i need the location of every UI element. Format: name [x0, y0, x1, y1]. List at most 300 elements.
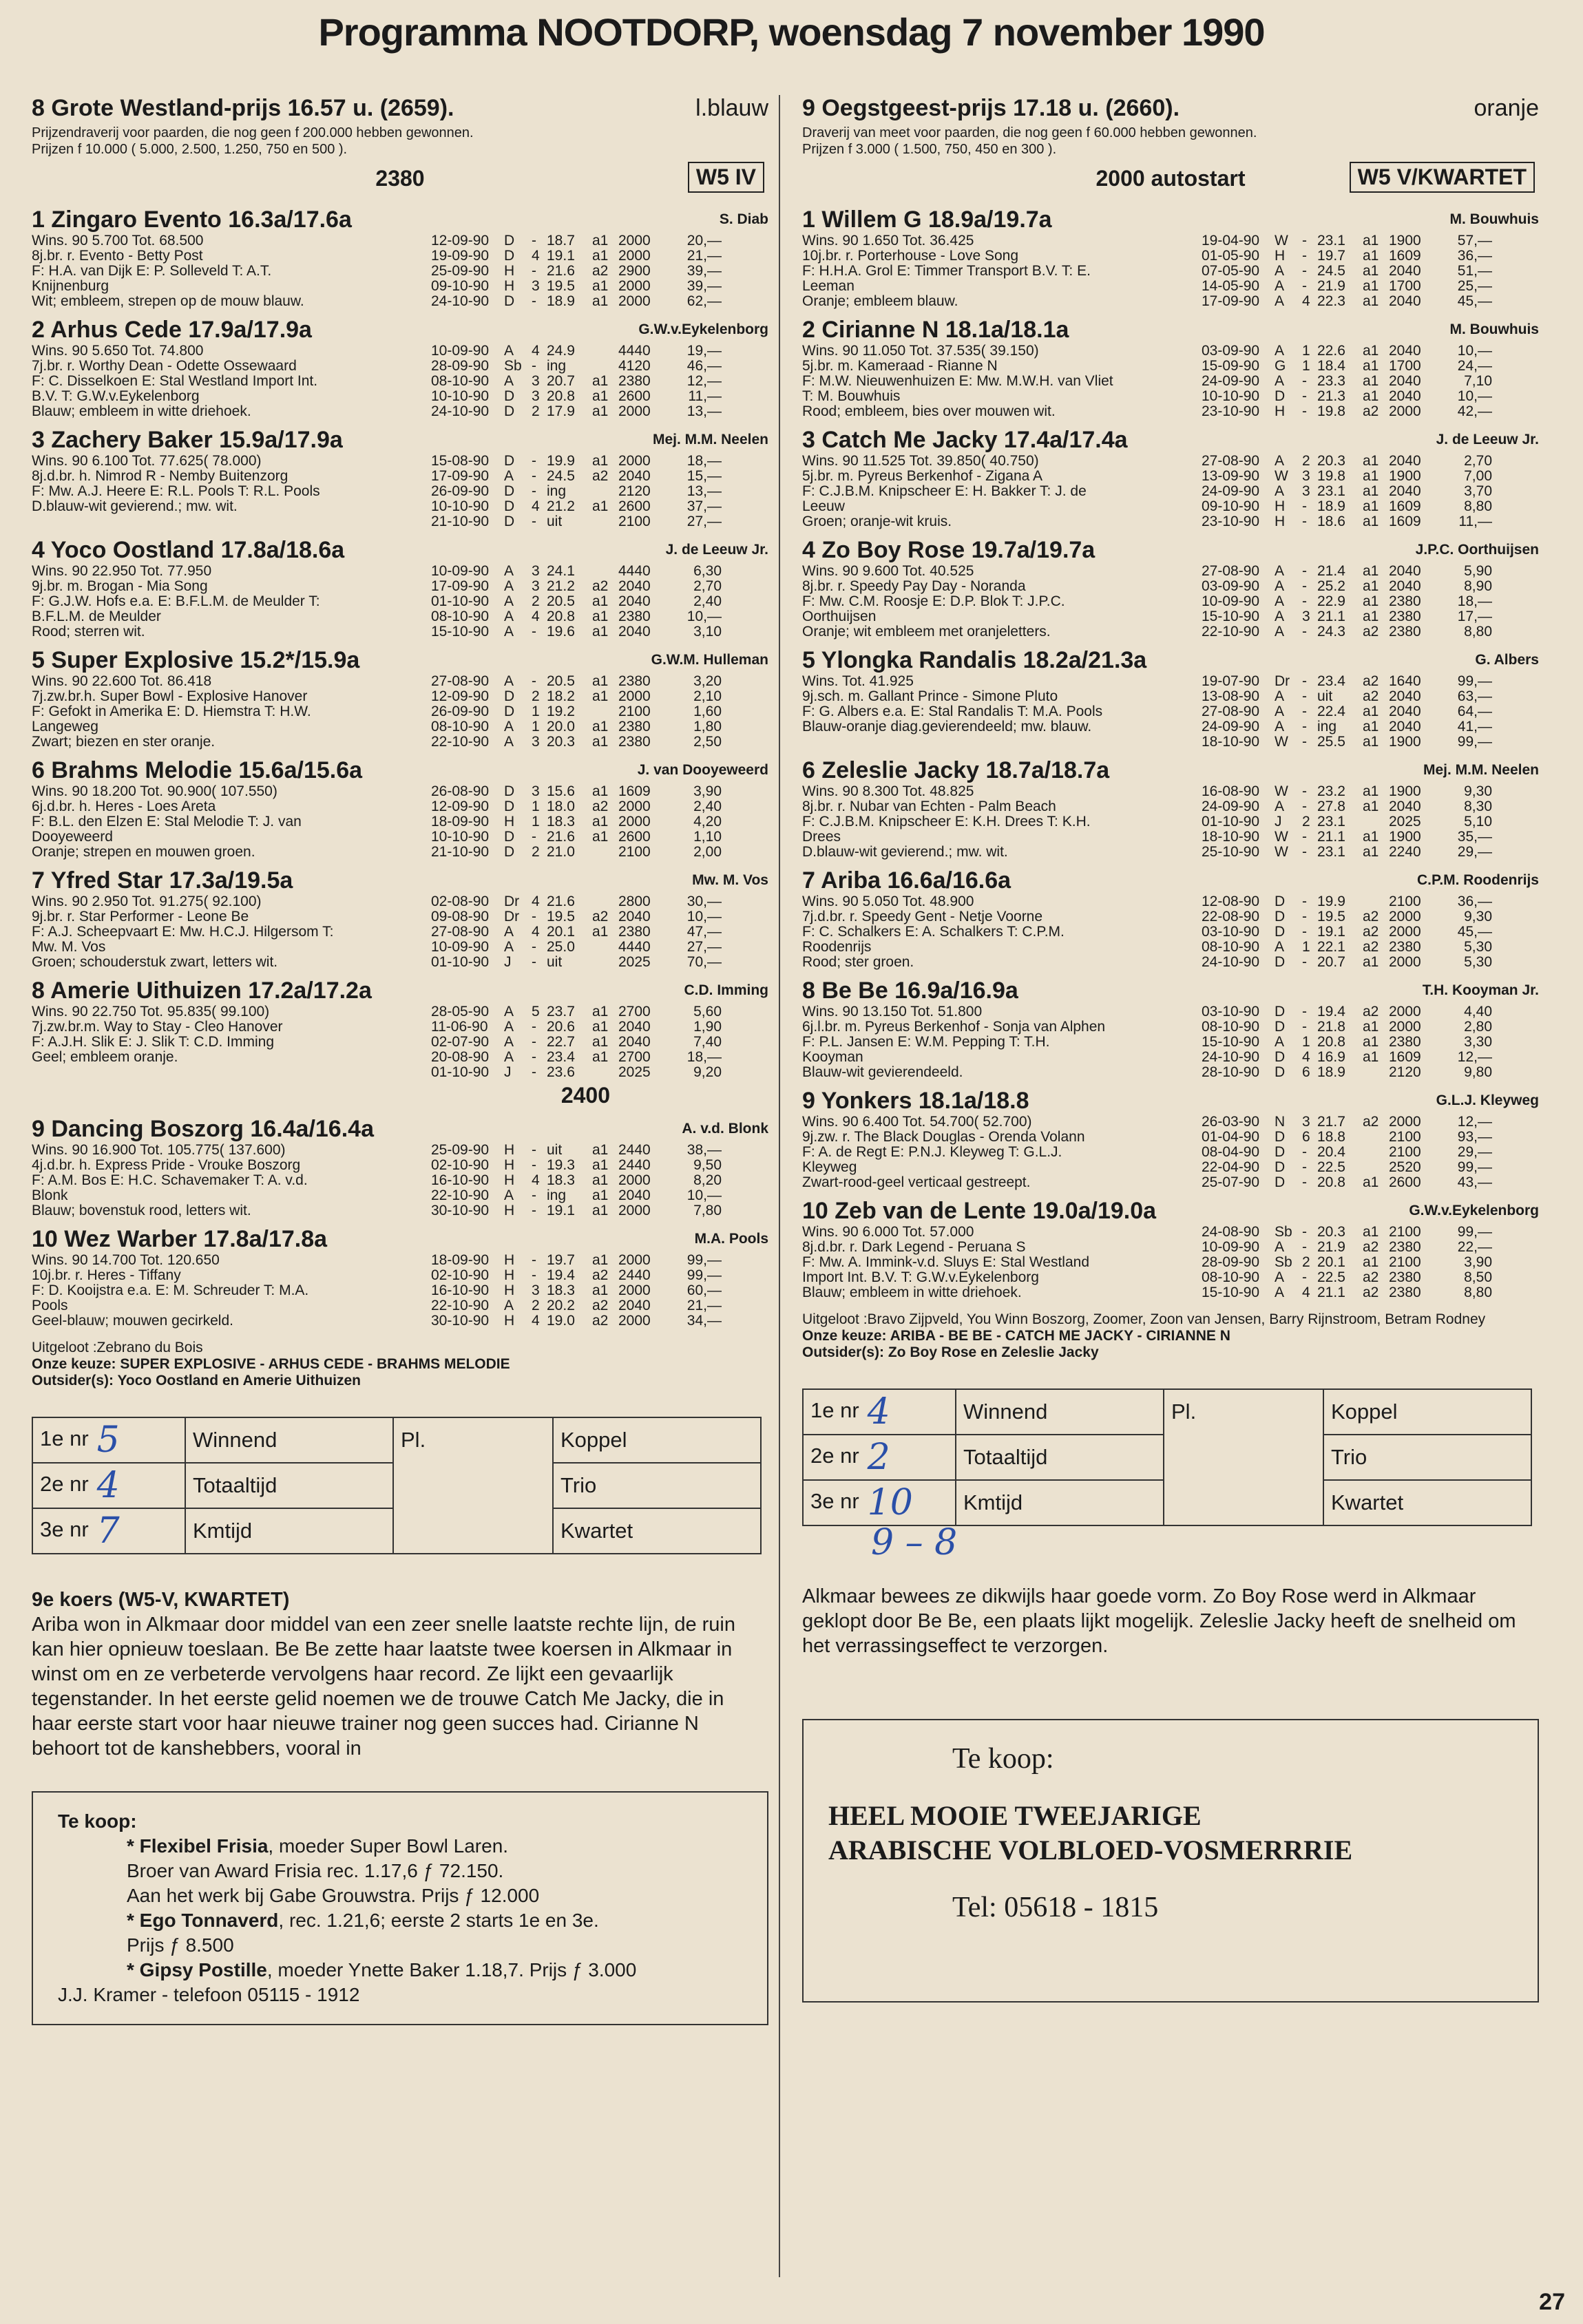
result-cell: 99,—: [1457, 734, 1492, 750]
result-cell: A: [1275, 278, 1285, 294]
result-row: [431, 1065, 768, 1080]
horse-results: [1202, 646, 1539, 750]
result-cell: a1: [1363, 514, 1379, 529]
horse-detail-line: Wins. 90 18.200 Tot. 90.900( 107.550): [32, 783, 277, 799]
result-cell: 3: [532, 388, 540, 404]
result-cell: 25-09-90: [431, 1142, 490, 1158]
result-cell: a1: [1363, 783, 1379, 799]
horse-detail-line: 7j.zw.br.m. Way to Stay - Cleo Hanover: [32, 1019, 283, 1035]
horse-detail-line: 8j.br. r. Evento - Betty Post: [32, 248, 203, 264]
result-cell: 15-10-90: [1202, 1034, 1260, 1050]
result-cell: -: [1302, 829, 1307, 845]
horse-detail-line: Wins. 90 22.950 Tot. 77.950: [32, 563, 212, 579]
horse-results: [1202, 977, 1539, 1080]
result-cell: 10-09-90: [1202, 593, 1260, 609]
result-cell: a1: [1363, 829, 1379, 845]
result-cell: a2: [1363, 1004, 1379, 1020]
result-row: [431, 249, 768, 264]
result-cell: 11-06-90: [431, 1019, 488, 1035]
horse-info: [802, 867, 1202, 970]
slip-pl-label: Pl.: [401, 1428, 426, 1452]
ad-horse-name: * Ego Tonnaverd: [127, 1910, 279, 1931]
result-cell: 2100: [1389, 1254, 1421, 1270]
result-cell: 8,50: [1464, 1269, 1492, 1285]
result-cell: 27,—: [686, 939, 722, 955]
result-cell: 24-08-90: [1202, 1224, 1260, 1240]
result-cell: a2: [592, 1267, 609, 1283]
slip-nr-label: 3e nr: [810, 1489, 859, 1514]
result-cell: -: [532, 358, 536, 374]
result-cell: a1: [1363, 1254, 1379, 1270]
result-cell: -: [1302, 1269, 1307, 1285]
result-cell: a1: [592, 1282, 609, 1298]
result-row: [1202, 894, 1539, 909]
result-cell: 2380: [618, 734, 651, 750]
result-cell: 25-10-90: [1202, 844, 1260, 860]
result-cell: -: [1302, 688, 1307, 704]
result-cell: H: [504, 814, 515, 830]
result-cell: -: [532, 483, 536, 499]
horse-info: [32, 646, 431, 750]
result-cell: 3,10: [693, 624, 722, 640]
result-cell: 18.9: [547, 293, 575, 309]
result-cell: a1: [1363, 278, 1379, 294]
result-row: [1202, 389, 1539, 404]
result-cell: [1363, 1130, 1389, 1145]
result-cell: 4: [532, 1172, 540, 1188]
horse-entry: [802, 1087, 1539, 1190]
result-cell: 24-10-90: [431, 403, 490, 419]
result-cell: a1: [592, 829, 609, 845]
horse-detail-line: Rood; sterren wit.: [32, 624, 145, 640]
horse-name: 4 Yoco Oostland 17.8a/18.6a: [32, 537, 345, 563]
horse-detail-line: 8j.d.br. r. Dark Legend - Peruana S: [802, 1239, 1026, 1255]
result-cell: 2700: [618, 1049, 651, 1065]
horse-detail-line: Oranje; strepen en mouwen groen.: [32, 844, 255, 860]
result-cell: Dr: [504, 909, 520, 925]
horse-info: [32, 426, 431, 529]
ad-text: Broer van Award Frisia rec. 1.17,6 ƒ 72.150.: [127, 1860, 504, 1881]
result-cell: [1363, 1145, 1389, 1160]
result-cell: 99,—: [1457, 673, 1492, 689]
horse-detail-line: Rood; ster groen.: [802, 954, 914, 970]
result-cell: -: [1302, 593, 1307, 609]
result-cell: a1: [1363, 844, 1379, 860]
result-cell: A: [504, 609, 514, 624]
result-cell: 3: [532, 373, 540, 389]
horse-detail-line: Blauw; embleem in witte driehoek.: [32, 403, 251, 419]
result-row: [1202, 1035, 1539, 1050]
result-cell: D: [504, 704, 515, 719]
result-cell: -: [532, 954, 536, 970]
result-cell: 39,—: [686, 263, 722, 279]
horse-driver: Mej. M.M. Neelen: [1423, 762, 1539, 778]
result-cell: a2: [592, 468, 609, 484]
result-cell: 30-10-90: [431, 1203, 490, 1218]
result-cell: D: [504, 248, 515, 264]
result-cell: A: [1275, 704, 1285, 719]
horse-results: [1202, 536, 1539, 640]
result-cell: A: [1275, 483, 1285, 499]
result-cell: 1: [532, 799, 540, 814]
result-cell: D: [1275, 1129, 1286, 1145]
result-cell: 64,—: [1457, 704, 1492, 719]
slip-bet-label: Kwartet: [1331, 1490, 1404, 1514]
result-cell: 19-09-90: [431, 248, 490, 264]
result-cell: 11,—: [688, 388, 722, 404]
horse-driver: G. Albers: [1475, 652, 1539, 668]
result-cell: 3: [1302, 468, 1310, 484]
result-cell: 4: [532, 343, 540, 359]
result-row: [1202, 940, 1539, 955]
result-cell: -: [1302, 734, 1307, 750]
race-column-left: [32, 95, 768, 2025]
slip-nr-label: 1e nr: [810, 1398, 859, 1423]
race-code-box: W5 V/KWARTET: [1350, 162, 1535, 193]
result-cell: 24-10-90: [1202, 1049, 1260, 1065]
result-cell: 9,30: [1464, 783, 1492, 799]
result-cell: 02-10-90: [431, 1267, 490, 1283]
result-cell: 19.9: [547, 453, 575, 469]
result-cell: 2520: [1389, 1159, 1421, 1175]
horse-detail-line: F: C.J.B.M. Knipscheer E: H. Bakker T: J. de: [802, 483, 1087, 499]
result-cell: 27-08-90: [1202, 704, 1260, 719]
result-row: [431, 484, 768, 499]
result-cell: 13,—: [686, 483, 722, 499]
result-cell: 18-09-90: [431, 814, 490, 830]
horse-entry: [802, 867, 1539, 970]
result-cell: 2000: [618, 1313, 651, 1329]
ad-phone: Tel: 05618 - 1815: [952, 1892, 1159, 1923]
result-cell: 20.8: [1317, 1034, 1345, 1050]
commentary-heading: 9e koers (W5-V, KWARTET): [32, 1589, 290, 1611]
horse-name: 8 Be Be 16.9a/16.9a: [802, 978, 1018, 1004]
result-cell: 12,—: [1457, 1114, 1492, 1130]
result-cell: 4: [532, 609, 540, 624]
result-row: [431, 909, 768, 925]
result-cell: 1609: [1389, 248, 1421, 264]
result-cell: 23.4: [547, 1049, 575, 1065]
horse-results: [431, 426, 768, 529]
result-cell: 2: [1302, 453, 1310, 469]
result-row: [431, 1173, 768, 1188]
result-cell: a2: [592, 909, 609, 925]
slip-label-cell: [185, 1508, 393, 1554]
horse-detail-line: Wit; embleem, strepen op de mouw blauw.: [32, 293, 304, 309]
horse-detail-line: Kooyman: [802, 1049, 863, 1065]
result-cell: a1: [1363, 453, 1379, 469]
result-cell: 19.2: [547, 704, 575, 719]
result-cell: -: [532, 514, 536, 529]
slip-bet-cell: [553, 1463, 761, 1508]
result-cell: 18.3: [547, 814, 575, 830]
result-cell: a1: [1363, 1174, 1379, 1190]
distance-row: [32, 159, 768, 199]
result-cell: D: [1275, 388, 1286, 404]
result-cell: 2040: [1389, 388, 1421, 404]
result-cell: 45,—: [1457, 293, 1492, 309]
result-cell: 2040: [1389, 343, 1421, 359]
horse-detail-line: Roodenrijs: [802, 939, 872, 955]
horse-detail-line: Kleyweg: [802, 1159, 857, 1175]
result-cell: a2: [1363, 688, 1379, 704]
ad-text: Aan het werk bij Gabe Grouwstra. Prijs ƒ 12.000: [127, 1885, 540, 1906]
horse-name: 10 Zeb van de Lente 19.0a/19.0a: [802, 1198, 1157, 1224]
result-cell: a1: [592, 403, 609, 419]
result-cell: -: [1302, 578, 1307, 594]
result-cell: a1: [1363, 1224, 1379, 1240]
result-cell: 20.7: [547, 373, 575, 389]
result-cell: a2: [592, 799, 609, 814]
result-cell: 9,80: [1464, 1064, 1492, 1080]
horse-name: 3 Zachery Baker 15.9a/17.9a: [32, 427, 343, 453]
result-cell: D: [1275, 924, 1286, 940]
result-row: [1202, 344, 1539, 359]
horse-driver: C.D. Imming: [684, 982, 768, 998]
result-row: [1202, 1020, 1539, 1035]
result-cell: H: [504, 1313, 515, 1329]
result-cell: a2: [1363, 939, 1379, 955]
result-cell: 20.5: [547, 673, 575, 689]
horse-detail-line: 9j.zw. r. The Black Douglas - Orenda Volann: [802, 1129, 1085, 1145]
result-cell: 10,—: [686, 909, 722, 925]
horse-detail-line: Geel-blauw; mouwen gecirkeld.: [32, 1313, 233, 1329]
result-cell: a2: [1363, 1285, 1379, 1300]
result-row: [431, 624, 768, 640]
race-header: [802, 95, 1539, 122]
result-cell: 24-09-90: [1202, 483, 1260, 499]
result-cell: 25.2: [1317, 578, 1345, 594]
ad-heading: Te koop:: [952, 1743, 1054, 1775]
result-cell: A: [504, 593, 514, 609]
horse-results: [431, 977, 768, 1080]
result-cell: 20.8: [1317, 1174, 1345, 1190]
result-cell: 23-10-90: [1202, 514, 1260, 529]
result-cell: 22.3: [1317, 293, 1345, 309]
result-cell: uit: [547, 954, 563, 970]
result-cell: 2: [1302, 1254, 1310, 1270]
result-cell: A: [504, 468, 514, 484]
horse-detail-line: Wins. 90 5.650 Tot. 74.800: [32, 343, 204, 359]
result-cell: [592, 514, 618, 529]
result-cell: 2380: [1389, 609, 1421, 624]
horse-name: 9 Yonkers 18.1a/18.8: [802, 1088, 1029, 1114]
result-cell: 22-08-90: [1202, 909, 1260, 925]
result-cell: a1: [592, 1252, 609, 1268]
race-desc-line: Draverij van meet voor paarden, die nog geen f 60.000 hebben gewonnen.: [802, 125, 1257, 140]
result-row: [1202, 404, 1539, 419]
result-cell: 3: [532, 578, 540, 594]
result-cell: A: [1275, 343, 1285, 359]
result-cell: 5,90: [1464, 563, 1492, 579]
result-row: [1202, 719, 1539, 735]
result-cell: 11,—: [1458, 514, 1492, 529]
result-cell: A: [504, 734, 514, 750]
result-cell: 3: [532, 278, 540, 294]
horse-name: 2 Arhus Cede 17.9a/17.9a: [32, 317, 312, 343]
result-row: [431, 579, 768, 594]
slip-bet-label: Trio: [560, 1473, 597, 1497]
result-cell: 2000: [1389, 1114, 1421, 1130]
result-row: [1202, 735, 1539, 750]
result-cell: H: [504, 1252, 515, 1268]
result-row: [1202, 514, 1539, 529]
result-cell: a1: [1363, 1049, 1379, 1065]
result-cell: 24.9: [547, 343, 575, 359]
result-cell: 34,—: [686, 1313, 722, 1329]
horse-detail-line: Blauw; embleem in witte driehoek.: [802, 1285, 1022, 1300]
ad-line: [58, 1834, 742, 1859]
horse-detail-line: F: D. Kooijstra e.a. E: M. Schreuder T: M.A.: [32, 1282, 309, 1298]
horse-driver: J.P.C. Oorthuijsen: [1415, 542, 1539, 558]
result-cell: a1: [592, 1157, 609, 1173]
result-cell: 22.5: [1317, 1269, 1345, 1285]
result-cell: -: [1302, 783, 1307, 799]
result-cell: 19.8: [1317, 468, 1345, 484]
result-cell: 08-10-90: [1202, 1269, 1260, 1285]
result-cell: 2000: [1389, 1019, 1421, 1035]
handwritten-number: 2: [867, 1437, 890, 1478]
result-cell: a2: [1363, 1114, 1379, 1130]
result-cell: 27,—: [686, 514, 722, 529]
result-cell: A: [1275, 453, 1285, 469]
result-cell: -: [1302, 909, 1307, 925]
result-cell: A: [504, 624, 514, 640]
result-cell: 8,30: [1464, 799, 1492, 814]
result-cell: 24.5: [1317, 263, 1345, 279]
result-cell: 2000: [1389, 924, 1421, 940]
result-cell: 18.7: [547, 233, 575, 249]
result-cell: a1: [1363, 578, 1379, 594]
result-cell: H: [1275, 403, 1286, 419]
result-cell: D: [504, 453, 515, 469]
slip-label-cell: [956, 1389, 1164, 1435]
result-cell: 3: [532, 783, 540, 799]
horse-detail-line: 6j.d.br. h. Heres - Loes Areta: [32, 799, 216, 814]
result-cell: a2: [1363, 673, 1379, 689]
result-cell: 09-10-90: [1202, 498, 1260, 514]
result-row: [1202, 454, 1539, 469]
horse-driver: J. de Leeuw Jr.: [665, 542, 768, 558]
horse-detail-line: Wins. 90 11.525 Tot. 39.850( 40.750): [802, 453, 1039, 469]
result-cell: 10-10-90: [431, 388, 490, 404]
result-cell: W: [1275, 783, 1288, 799]
result-cell: 12-09-90: [431, 233, 490, 249]
result-cell: D: [504, 498, 515, 514]
result-cell: 25.5: [1317, 734, 1345, 750]
result-cell: uit: [547, 1142, 563, 1158]
result-row: [431, 955, 768, 970]
result-cell: 2600: [1389, 1174, 1421, 1190]
horse-name: 9 Dancing Boszorg 16.4a/16.4a: [32, 1116, 374, 1142]
horse-entry: [32, 206, 768, 309]
horse-detail-line: 7j.d.br. r. Speedy Gent - Netje Voorne: [802, 909, 1043, 925]
result-cell: 27.8: [1317, 799, 1345, 814]
slip-nr-cell: [32, 1417, 185, 1463]
result-cell: 1900: [1389, 829, 1421, 845]
result-cell: 8,80: [1464, 498, 1492, 514]
result-cell: a1: [592, 1187, 609, 1203]
horse-detail-line: Geel; embleem oranje.: [32, 1049, 178, 1065]
result-cell: 24-09-90: [1202, 373, 1260, 389]
result-cell: 16-08-90: [1202, 783, 1260, 799]
result-cell: 27-08-90: [1202, 453, 1260, 469]
horse-driver: G.L.J. Kleyweg: [1436, 1092, 1539, 1108]
result-cell: 2380: [1389, 593, 1421, 609]
result-cell: 3: [1302, 609, 1310, 624]
result-cell: -: [1302, 514, 1307, 529]
ad-box-right: [802, 1719, 1539, 2003]
result-cell: [592, 845, 618, 860]
result-cell: 16.9: [1317, 1049, 1345, 1065]
result-row: [431, 894, 768, 909]
result-cell: -: [1302, 403, 1307, 419]
result-cell: a1: [1363, 293, 1379, 309]
horse-detail-line: Wins. 90 9.600 Tot. 40.525: [802, 563, 974, 579]
result-cell: 2,00: [693, 844, 722, 860]
result-cell: 21.1: [1317, 609, 1345, 624]
horse-detail-line: F: A. de Regt E: P.N.J. Kleyweg T: G.L.J.: [802, 1144, 1062, 1160]
horse-info: [32, 316, 431, 419]
horse-detail-line: Wins. 90 6.100 Tot. 77.625( 78.000): [32, 453, 262, 469]
result-cell: a1: [1363, 233, 1379, 249]
result-cell: uit: [1317, 688, 1333, 704]
result-cell: 01-10-90: [1202, 814, 1260, 830]
result-cell: -: [1302, 924, 1307, 940]
horse-entry: [32, 1225, 768, 1329]
result-cell: 28-09-90: [431, 358, 490, 374]
result-cell: [1363, 894, 1389, 909]
result-cell: W: [1275, 844, 1288, 860]
result-row: [431, 1158, 768, 1173]
result-cell: 19.5: [547, 909, 575, 925]
ad-line: [58, 1859, 742, 1883]
result-row: [431, 830, 768, 845]
result-cell: A: [1275, 799, 1285, 814]
result-cell: a1: [1363, 704, 1379, 719]
result-cell: 3: [532, 1282, 540, 1298]
result-cell: 23.6: [547, 1064, 575, 1080]
result-cell: 29,—: [1457, 1144, 1492, 1160]
result-cell: 2,70: [1464, 453, 1492, 469]
result-cell: 38,—: [686, 1142, 722, 1158]
result-cell: A: [504, 1019, 514, 1035]
result-row: [431, 1313, 768, 1329]
result-cell: 23.2: [1317, 783, 1345, 799]
horse-detail-line: Wins. 90 22.600 Tot. 86.418: [32, 673, 212, 689]
result-cell: 19.6: [547, 624, 575, 640]
result-cell: 39,—: [686, 278, 722, 294]
result-cell: 28-05-90: [431, 1004, 490, 1020]
horse-detail-line: D.blauw-wit gevierend.; mw. wit.: [32, 498, 238, 514]
result-cell: -: [532, 624, 536, 640]
result-cell: 15-10-90: [1202, 609, 1260, 624]
result-cell: a1: [1363, 343, 1379, 359]
ad-box-left: [32, 1791, 768, 2025]
result-cell: 26-08-90: [431, 783, 490, 799]
result-cell: 9,30: [1464, 909, 1492, 925]
race-desc-line: Prijzen f 3.000 ( 1.500, 750, 450 en 300 ).: [802, 142, 1057, 157]
result-cell: a1: [592, 453, 609, 469]
result-cell: 2: [532, 844, 540, 860]
result-cell: 26-03-90: [1202, 1114, 1260, 1130]
result-row: [431, 814, 768, 830]
result-cell: A: [1275, 1239, 1285, 1255]
result-cell: 22.7: [547, 1034, 575, 1050]
result-row: [431, 704, 768, 719]
result-cell: 20.8: [547, 388, 575, 404]
result-cell: 2000: [618, 1203, 651, 1218]
